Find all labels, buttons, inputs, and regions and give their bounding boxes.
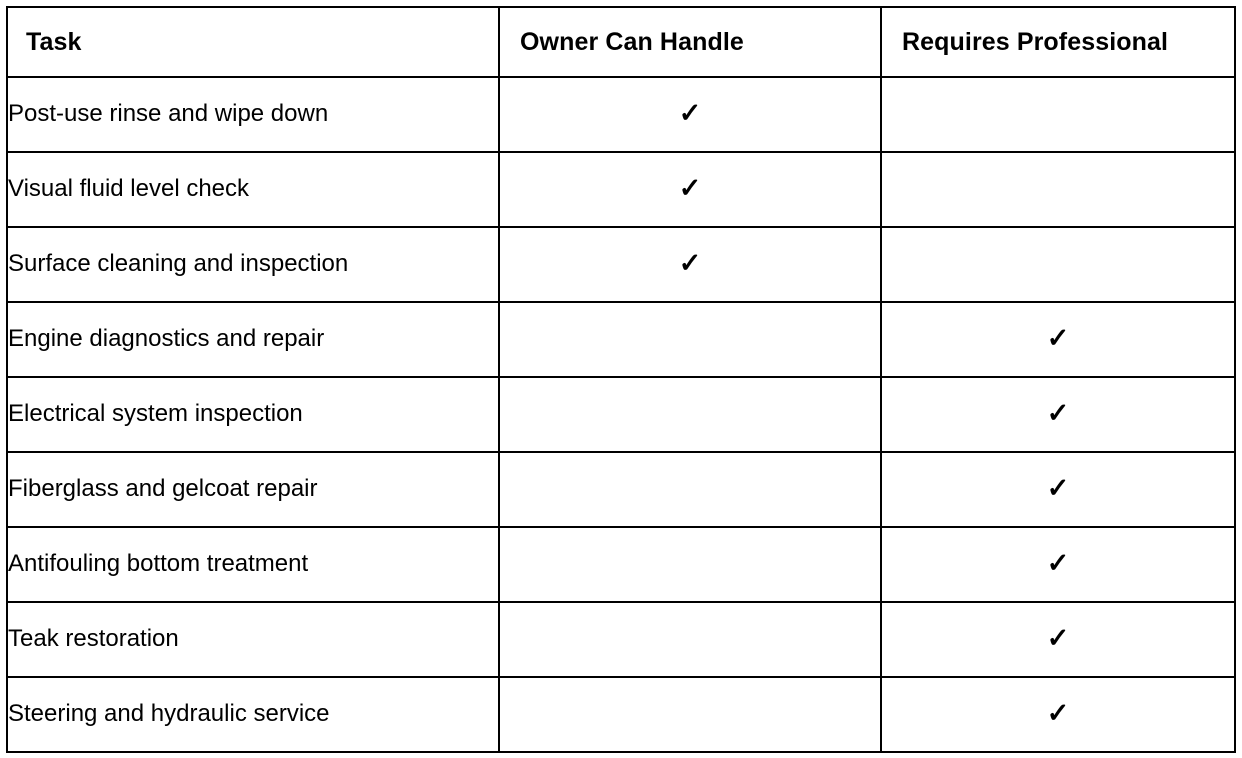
cell-requires-professional [881, 302, 1235, 377]
table-row [7, 602, 1235, 677]
cell-owner-can-handle [499, 677, 881, 752]
cell-requires-professional [881, 602, 1235, 677]
cell-requires-professional [881, 677, 1235, 752]
cell-task: Engine diagnostics and repair [7, 302, 499, 377]
cell-requires-professional [881, 227, 1235, 302]
cell-requires-professional [881, 527, 1235, 602]
cell-task: Visual fluid level check [7, 152, 499, 227]
professional-check-icon: ✓ [1046, 473, 1070, 503]
table-row [7, 77, 1235, 152]
table-row [7, 302, 1235, 377]
cell-task: Post-use rinse and wipe down [7, 77, 499, 152]
table-row [7, 227, 1235, 302]
cell-owner-can-handle [499, 452, 881, 527]
owner-check-icon: ✓ [678, 248, 702, 278]
cell-task: Electrical system inspection [7, 377, 499, 452]
owner-check-icon: ✓ [678, 173, 702, 203]
table-header-row [7, 7, 1235, 77]
table-row [7, 152, 1235, 227]
professional-check-icon: ✓ [1046, 398, 1070, 428]
owner-check-icon: ✓ [678, 98, 702, 128]
cell-task: Surface cleaning and inspection [7, 227, 499, 302]
cell-owner-can-handle [499, 302, 881, 377]
cell-owner-can-handle [499, 602, 881, 677]
cell-task: Teak restoration [7, 602, 499, 677]
table-row [7, 452, 1235, 527]
professional-check-icon: ✓ [1046, 623, 1070, 653]
professional-check-icon: ✓ [1046, 323, 1070, 353]
column-header-professional: Requires Professional [881, 7, 1235, 77]
column-header-task: Task [7, 7, 499, 77]
table-row [7, 377, 1235, 452]
cell-requires-professional [881, 452, 1235, 527]
table-row [7, 677, 1235, 752]
cell-requires-professional [881, 152, 1235, 227]
professional-check-icon: ✓ [1046, 698, 1070, 728]
cell-owner-can-handle [499, 77, 881, 152]
cell-owner-can-handle [499, 377, 881, 452]
column-header-owner: Owner Can Handle [499, 7, 881, 77]
cell-requires-professional [881, 377, 1235, 452]
cell-task: Steering and hydraulic service [7, 677, 499, 752]
table-body [7, 77, 1235, 752]
table-row [7, 527, 1235, 602]
cell-task: Antifouling bottom treatment [7, 527, 499, 602]
table-header [7, 7, 1235, 77]
maintenance-responsibility-table [6, 6, 1236, 753]
professional-check-icon: ✓ [1046, 548, 1070, 578]
cell-task: Fiberglass and gelcoat repair [7, 452, 499, 527]
cell-owner-can-handle [499, 227, 881, 302]
cell-owner-can-handle [499, 152, 881, 227]
cell-requires-professional [881, 77, 1235, 152]
cell-owner-can-handle [499, 527, 881, 602]
